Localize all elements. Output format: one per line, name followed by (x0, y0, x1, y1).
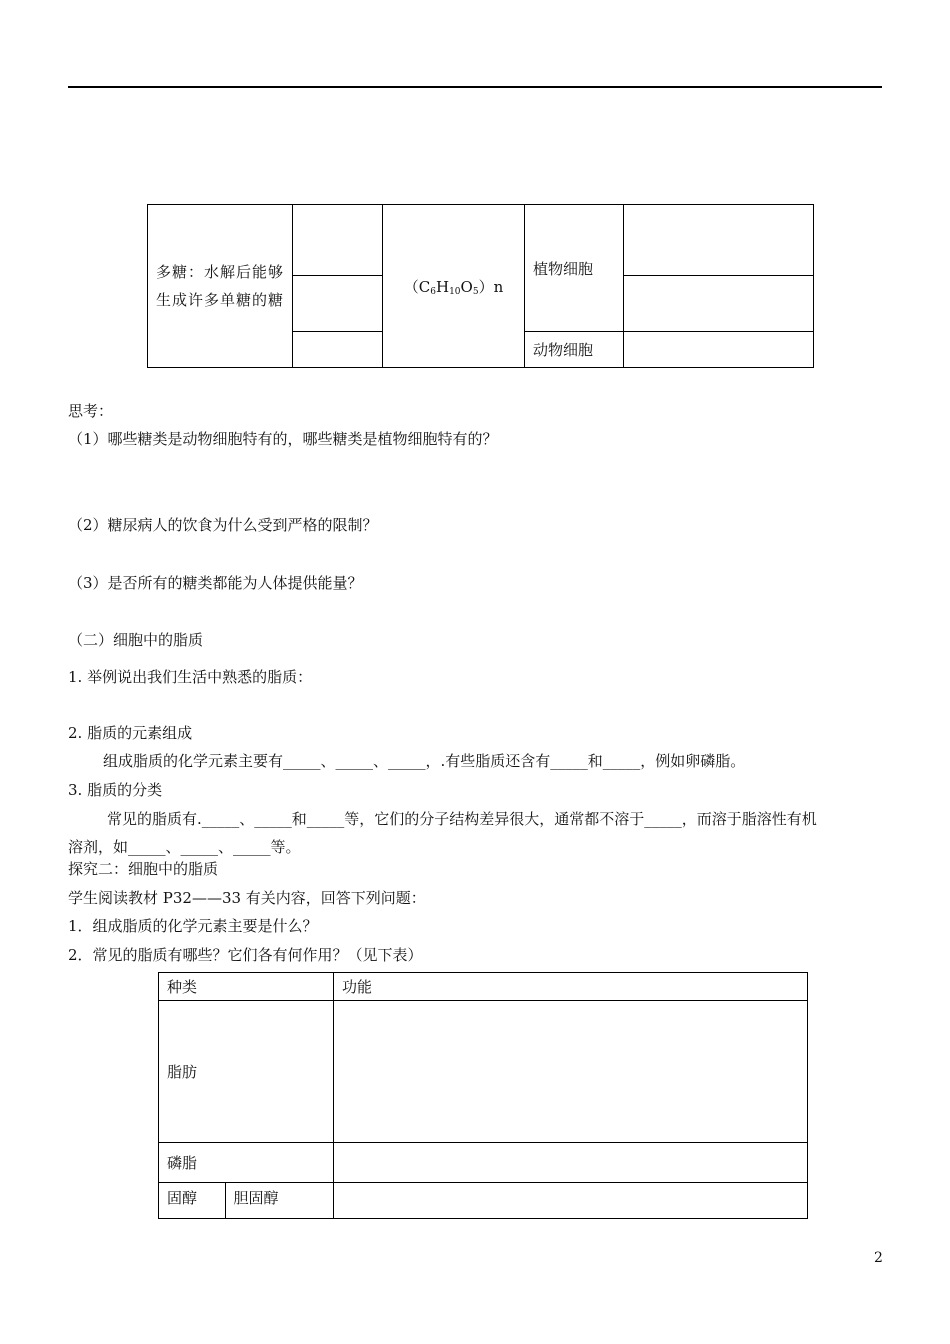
lipid-item-2-text: 组成脂质的化学元素主要有_____、_____、_____，.有些脂质还含有_____和_____，例如卵磷脂。 (103, 752, 746, 770)
explore-intro: 学生阅读教材 P32——33 有关内容，回答下列问题： (68, 889, 426, 907)
phospholipid-label: 磷脂 (159, 1143, 334, 1183)
think-question-1: （1）哪些糖类是动物细胞特有的，哪些糖类是植物细胞特有的？ (68, 430, 498, 448)
header-rule (68, 86, 882, 88)
polysaccharide-table (147, 204, 814, 368)
plant-cell-label: 植物细胞 (525, 205, 624, 332)
explore-question-2: 2．常见的脂质有哪些？它们各有何作用？（见下表） (68, 946, 423, 964)
lipid-item-3-text-1: 常见的脂质有._____、_____和_____等，它们的分子结构差异很大，通常都不溶于_____，而溶于脂溶性有机 (107, 810, 817, 828)
animal-cell-label: 动物细胞 (525, 332, 624, 368)
cholesterol-label: 胆固醇 (225, 1183, 333, 1219)
lipid-item-2: 2. 脂质的元素组成 (68, 724, 193, 742)
explore-question-1: 1．组成脂质的化学元素主要是什么？ (68, 917, 318, 935)
page-number: 2 (874, 1250, 883, 1266)
blank-cell (293, 205, 383, 276)
think-question-2: （2）糖尿病人的饮食为什么受到严格的限制？ (68, 516, 378, 534)
lipid-item-3: 3. 脂质的分类 (68, 781, 163, 799)
lipid-function-table (158, 972, 808, 1219)
blank-cell (624, 205, 814, 276)
explore-title: 探究二：细胞中的脂质 (68, 860, 219, 878)
sterol-label: 固醇 (159, 1183, 226, 1219)
polysaccharide-label: 多糖：水解后能够生成许多单糖的糖 (156, 263, 285, 309)
blank-cell (624, 276, 814, 332)
cholesterol-function-cell (334, 1183, 808, 1219)
blank-cell (293, 332, 383, 368)
header-type: 种类 (159, 973, 334, 1001)
formula-cell (383, 205, 525, 368)
formula: $(C_6H_{10}O_5)n$ (403, 277, 504, 297)
blank-cell (293, 276, 383, 332)
fat-label: 脂肪 (159, 1001, 334, 1143)
think-title: 思考： (68, 402, 114, 420)
header-function: 功能 (334, 973, 808, 1001)
polysaccharide-cell (148, 205, 293, 368)
lipid-item-1: 1. 举例说出我们生活中熟悉的脂质： (68, 668, 313, 686)
think-question-3: （3）是否所有的糖类都能为人体提供能量？ (68, 574, 363, 592)
lipid-item-3-text-2: 溶剂，如_____、_____、_____等。 (68, 838, 301, 856)
lipid-section-title: （二）细胞中的脂质 (68, 631, 204, 649)
blank-cell (624, 332, 814, 368)
fat-function-cell (334, 1001, 808, 1143)
phospholipid-function-cell (334, 1143, 808, 1183)
